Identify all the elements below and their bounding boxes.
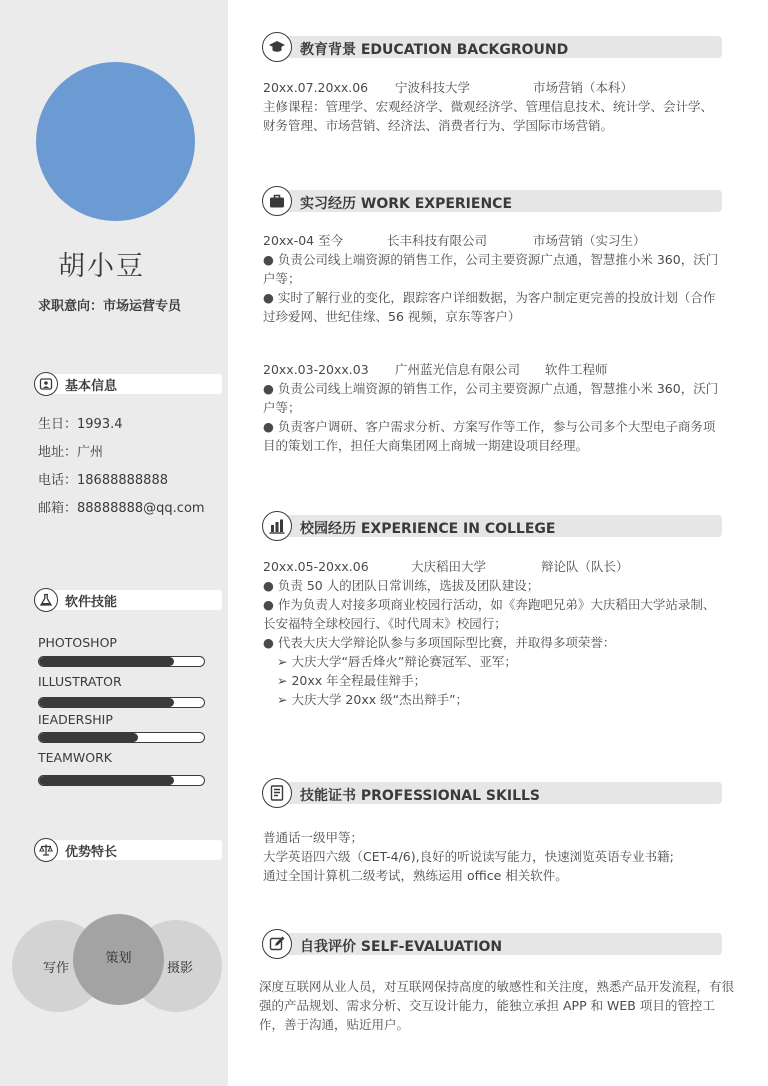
college-header — [262, 511, 722, 541]
id-card-icon — [34, 372, 58, 396]
strengths-title: 优势特长 — [65, 845, 118, 860]
certificate-line: 通过全国计算机二级考试，熟练运用 office 相关软件。 — [263, 868, 568, 883]
graduation-cap-icon — [262, 32, 292, 62]
skill-bar — [38, 656, 205, 667]
job-bullet: ● 负责公司线上端资源的销售工作，公司主要资源广点通，智慧推小米 360，沃门户等； — [263, 381, 719, 415]
college-role: 辩论队（队长） — [541, 559, 629, 574]
building-icon — [262, 511, 292, 541]
strength-label: 策划 — [105, 951, 132, 966]
college-period: 20xx.05-20xx.06 — [263, 559, 369, 574]
education-title: 教育背景 EDUCATION BACKGROUND — [300, 42, 569, 58]
job-bullet: ● 实时了解行业的变化，跟踪客户详细数据，为客户制定更完善的投放计划（合作过珍爱网、世纪佳缘、56 视频，京东等客户） — [263, 290, 716, 324]
skill-bar-fill — [39, 733, 138, 742]
education-row — [263, 78, 733, 97]
strengths-header — [34, 838, 222, 862]
skill-bar — [38, 775, 205, 786]
job-bullet: ● 负责公司线上端资源的销售工作，公司主要资源广点通，智慧推小米 360，沃门户等； — [263, 252, 719, 286]
college-title: 校园经历 EXPERIENCE IN COLLEGE — [300, 521, 556, 537]
skill-name: IEADERSHIP — [38, 712, 113, 727]
candidate-name: 胡小豆 — [58, 251, 145, 282]
skill-bar-fill — [39, 657, 174, 666]
flask-icon — [34, 588, 58, 612]
college-row — [263, 557, 733, 576]
skill-bar-fill — [39, 698, 174, 707]
work-title: 实习经历 WORK EXPERIENCE — [300, 196, 513, 212]
skills-title: 软件技能 — [65, 595, 118, 610]
college-bullet: ● 作为负责人对接多项商业校园行活动，如《奔跑吧兄弟》大庆稻田大学站录制、长安福特全球校园行、《时代周末》校园行； — [263, 597, 716, 631]
education-period: 20xx.07.20xx.06 — [263, 80, 369, 95]
college-honor: ➢ 大庆大学 20xx 级“杰出辩手”； — [277, 692, 469, 707]
skill-name: ILLUSTRATOR — [38, 674, 122, 689]
self-eval-header — [262, 929, 722, 959]
info-address: 地址：广州 — [38, 445, 104, 460]
education-courses: 主修课程：管理学、宏观经济学、微观经济学、管理信息技术、统计学、会计学、财务管理、市场营销、经济法、消费者行为、学国际市场营销。 — [263, 99, 714, 133]
info-phone: 电话：18688888888 — [38, 473, 168, 488]
self-eval-text: 深度互联网从业人员，对互联网保持高度的敏感性和关注度，熟悉产品开发流程，有很强的产品规划、需求分析、交互设计能力，能独立承担 APP 和 WEB 项目的管控工作，善于沟通，贴近用户。 — [259, 979, 735, 1032]
basic-info-title: 基本信息 — [65, 379, 118, 394]
basic-info-header — [34, 372, 222, 396]
certificates-title: 技能证书 PROFESSIONAL SKILLS — [300, 788, 541, 804]
college-bullet: ● 代表大庆大学辩论队参与多项国际型比赛，并取得多项荣誉： — [263, 635, 616, 650]
skill-bar — [38, 732, 205, 743]
job-row — [263, 231, 733, 250]
college-bullet: ● 负责 50 人的团队日常训练，选拔及团队建设； — [263, 578, 540, 593]
job-intent: 求职意向：市场运营专员 — [38, 299, 182, 314]
college-honor: ➢ 20xx 年全程最佳辩手； — [277, 673, 427, 688]
skill-name: PHOTOSHOP — [38, 635, 117, 650]
info-email: 邮箱：88888888@qq.com — [38, 501, 205, 516]
job-company: 广州蓝光信息有限公司 — [395, 362, 521, 377]
scale-icon — [34, 838, 58, 862]
certificate-line: 大学英语四六级（CET-4/6),良好的听说读写能力，快速浏览英语专业书籍; — [263, 849, 674, 864]
job-role: 市场营销（实习生） — [533, 233, 646, 248]
job-period: 20xx-04 至今 — [263, 233, 344, 248]
strength-bubble — [73, 914, 164, 1005]
self-eval-title: 自我评价 SELF-EVALUATION — [300, 939, 503, 955]
skills-header — [34, 588, 222, 612]
strength-label: 写作 — [42, 960, 69, 976]
sidebar — [0, 0, 228, 1086]
job-role: 软件工程师 — [545, 362, 608, 377]
college-school: 大庆稻田大学 — [411, 559, 487, 574]
education-major: 市场营销（本科） — [533, 80, 634, 95]
avatar — [36, 62, 195, 221]
college-honor: ➢ 大庆大学“唇舌烽火”辩论赛冠军、亚军； — [277, 654, 517, 669]
skill-name: TEAMWORK — [38, 750, 112, 765]
job-bullet: ● 负责客户调研、客户需求分析、方案写作等工作，参与公司多个大型电子商务项目的策划工作，担任大商集团网上商城一期建设项目经理。 — [263, 419, 716, 453]
certificates-header — [262, 778, 722, 808]
briefcase-icon — [262, 186, 292, 216]
skill-bar-fill — [39, 776, 174, 785]
job-company: 长丰科技有限公司 — [387, 233, 488, 248]
edit-icon — [262, 929, 292, 959]
strength-label: 摄影 — [166, 960, 193, 976]
certificate-icon — [262, 778, 292, 808]
job-period: 20xx.03-20xx.03 — [263, 362, 369, 377]
info-birthday: 生日：1993.4 — [38, 417, 123, 432]
job-row — [263, 360, 733, 379]
education-header — [262, 32, 722, 62]
work-header — [262, 186, 722, 216]
certificate-line: 普通话一级甲等； — [263, 830, 364, 845]
skill-bar — [38, 697, 205, 708]
education-school: 宁波科技大学 — [395, 80, 471, 95]
